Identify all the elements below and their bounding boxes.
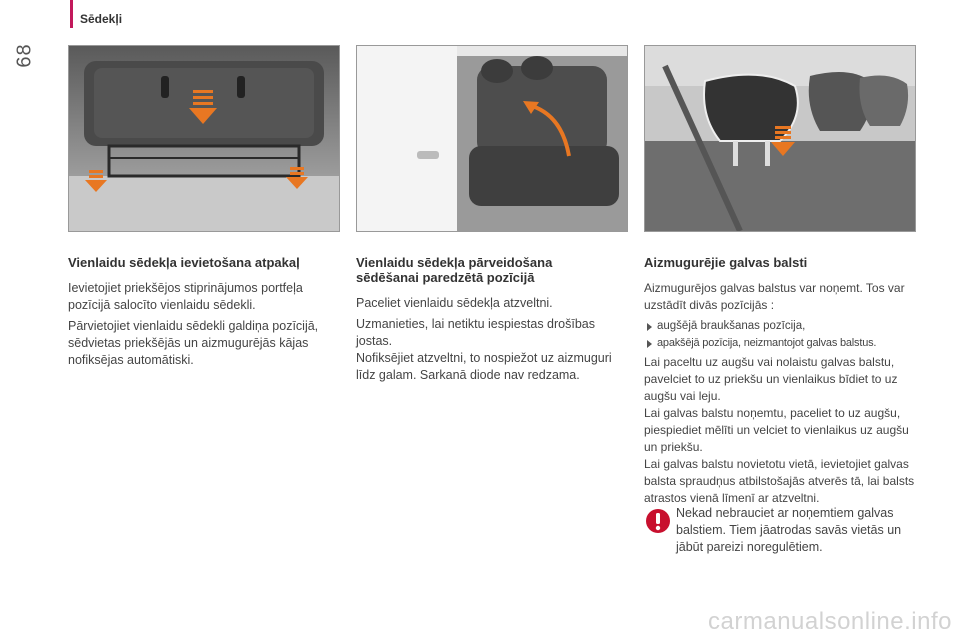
exclamation-warning-icon <box>645 508 671 534</box>
paragraph: Lai galvas balstu novietotu vietā, ievietojiet galvas balsta spraudņus atbilstošajās atverēs tā, lai balsts atrastos vienā līmenī ar atzveltni. <box>644 457 915 505</box>
folded-bench-seat-illustration <box>69 46 339 231</box>
accent-bar <box>70 0 73 28</box>
bench-seat-upright-illustration <box>357 46 627 231</box>
paragraph: Lai paceltu uz augšu vai nolaistu galvas balstu, pavelciet to uz priekšu un vienlaikus bīdiet to uz augšu vai leju. <box>644 355 898 403</box>
photo-bench-seat-upright <box>356 45 628 232</box>
list-item <box>644 335 922 352</box>
photo-folded-bench-seat <box>68 45 340 232</box>
paragraph: Paceliet vienlaidu sēdekļa atzveltni. <box>356 296 553 310</box>
page-number: 68 <box>13 43 36 68</box>
triangle-bullet-icon <box>647 340 652 348</box>
heading-line: sēdēšanai paredzētā pozīcijā <box>356 270 535 285</box>
photo-rear-headrests <box>644 45 916 232</box>
column-rear-headrests <box>644 255 922 511</box>
watermark: carmanualsonline.info <box>708 608 952 635</box>
warning-text: Nekad nebrauciet ar noņemtiem galvas balstiem. Tiem jāatrodas savās vietās un jābūt pareizi noregulētiem. <box>676 506 902 554</box>
paragraph: Ievietojiet priekšējos stiprinājumos portfeļa pozīcijā salocīto vienlaidu sēdekli. <box>68 281 303 312</box>
list-item-text: augšējā braukšanas pozīcija, <box>657 320 806 332</box>
list-item <box>644 318 922 335</box>
paragraph: Lai galvas balstu noņemtu, paceliet to uz augšu, piespiediet mēlīti un velciet to vienlaikus uz augšu un priekšu. <box>644 406 909 454</box>
column-bench-seat-conversion <box>356 255 628 388</box>
heading-bench-seat-conversion <box>356 255 628 285</box>
column-bench-seat-refit <box>68 255 338 373</box>
heading-rear-headrests: Aizmugurējie galvas balsti <box>644 255 808 270</box>
paragraph: Pārvietojiet vienlaidu sēdekli galdiņa pozīcijā, sēdvietas priekšējās un aizmugurējās kājas nofiksējas automātiski. <box>68 319 319 367</box>
paragraph: Uzmanieties, lai netiktu iespiestas drošības jostas. <box>356 317 596 348</box>
heading-bench-seat-refit: Vienlaidu sēdekļa ievietošana atpakaļ <box>68 255 300 270</box>
section-title: Sēdekļi <box>80 12 123 26</box>
triangle-bullet-icon <box>647 323 652 331</box>
rear-headrests-illustration <box>645 46 915 231</box>
list-item-text: apakšējā pozīcija, neizmantojot galvas balstus. <box>657 337 877 349</box>
position-list <box>644 318 922 352</box>
heading-line: Vienlaidu sēdekļa pārveidošana <box>356 255 553 270</box>
paragraph: Aizmugurējos galvas balstus var noņemt. Tos var uzstādīt divās pozīcijās : <box>644 281 905 312</box>
paragraph: Nofiksējiet atzveltni, to nospiežot uz aizmuguri līdz galam. Sarkanā diode nav redzama. <box>356 351 612 382</box>
warning-note <box>645 505 920 556</box>
